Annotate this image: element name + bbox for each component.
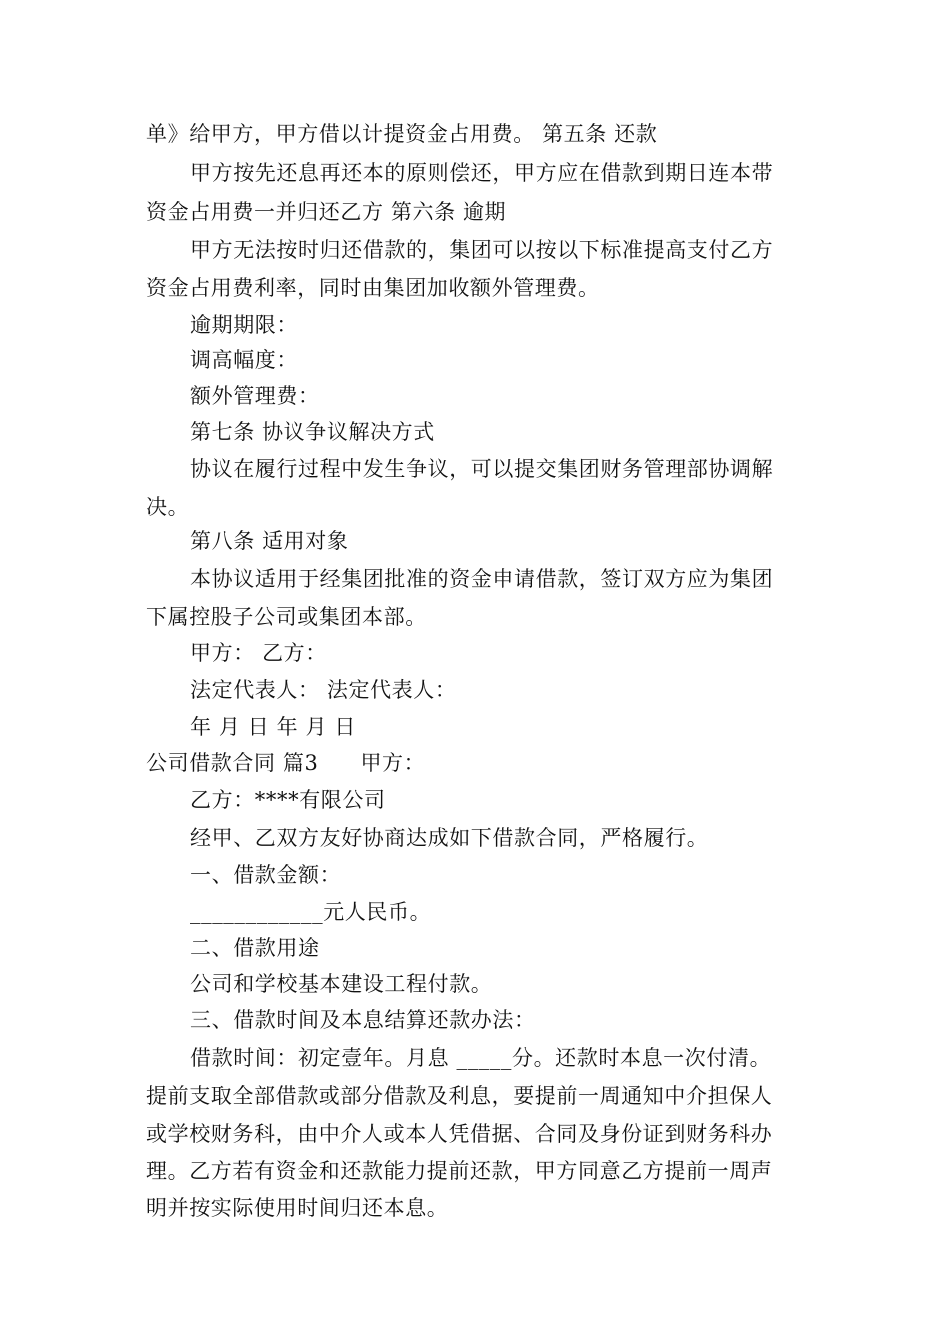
text-line: 逾期期限： <box>190 313 298 337</box>
text-line: 单》给甲方，甲方借以计提资金占用费。 第五条 还款 <box>146 122 658 146</box>
text-line: 协议在履行过程中发生争议，可以提交集团财务管理部协调解 <box>190 457 774 481</box>
section-heading: 第七条 协议争议解决方式 <box>190 420 435 444</box>
contract-title-line <box>146 745 816 781</box>
text-line: 甲方无法按时归还借款的，集团可以按以下标准提高支付乙方 <box>190 238 774 262</box>
text-line: ____________元人民币。 <box>190 900 432 924</box>
text-line: 乙方：****有限公司 <box>190 788 386 812</box>
text-line: 明并按实际使用时间归还本息。 <box>146 1196 449 1220</box>
party-a-label: 甲方： <box>360 751 426 775</box>
text-line: 调高幅度： <box>190 348 298 372</box>
text-line: 甲方按先还息再还本的原则偿还，甲方应在借款到期日连本带 <box>190 161 774 185</box>
text-line: 公司和学校基本建设工程付款。 <box>190 972 493 996</box>
clause-heading: 二、借款用途 <box>190 936 320 960</box>
signature-representatives: 法定代表人： 法定代表人： <box>190 678 457 702</box>
text-line: 资金占用费一并归还乙方 第六条 逾期 <box>146 200 507 224</box>
text-line: 额外管理费： <box>190 384 320 408</box>
text-line: 理。乙方若有资金和还款能力提前还款，甲方同意乙方提前一周声 <box>146 1159 773 1183</box>
text-line: 经甲、乙双方友好协商达成如下借款合同，严格履行。 <box>190 826 709 850</box>
section-heading: 第八条 适用对象 <box>190 529 349 553</box>
signature-parties: 甲方： 乙方： <box>190 641 327 665</box>
text-line: 或学校财务科，由中介人或本人凭借据、合同及身份证到财务科办 <box>146 1122 773 1146</box>
signature-dates: 年 月 日 年 月 日 <box>190 715 356 739</box>
text-line: 决。 <box>146 495 190 519</box>
contract-title: 公司借款合同 篇3 <box>146 751 319 775</box>
text-line: 资金占用费利率，同时由集团加收额外管理费。 <box>146 276 600 300</box>
text-line: 下属控股子公司或集团本部。 <box>146 605 427 629</box>
clause-heading: 三、借款时间及本息结算还款办法： <box>190 1008 536 1032</box>
text-line: 提前支取全部借款或部分借款及利息，要提前一周通知中介担保人 <box>146 1084 773 1108</box>
clause-heading: 一、借款金额： <box>190 863 342 887</box>
text-line: 本协议适用于经集团批准的资金申请借款，签订双方应为集团 <box>190 567 774 591</box>
text-line: 借款时间：初定壹年。月息 _____分。还款时本息一次付清。 <box>190 1046 772 1070</box>
